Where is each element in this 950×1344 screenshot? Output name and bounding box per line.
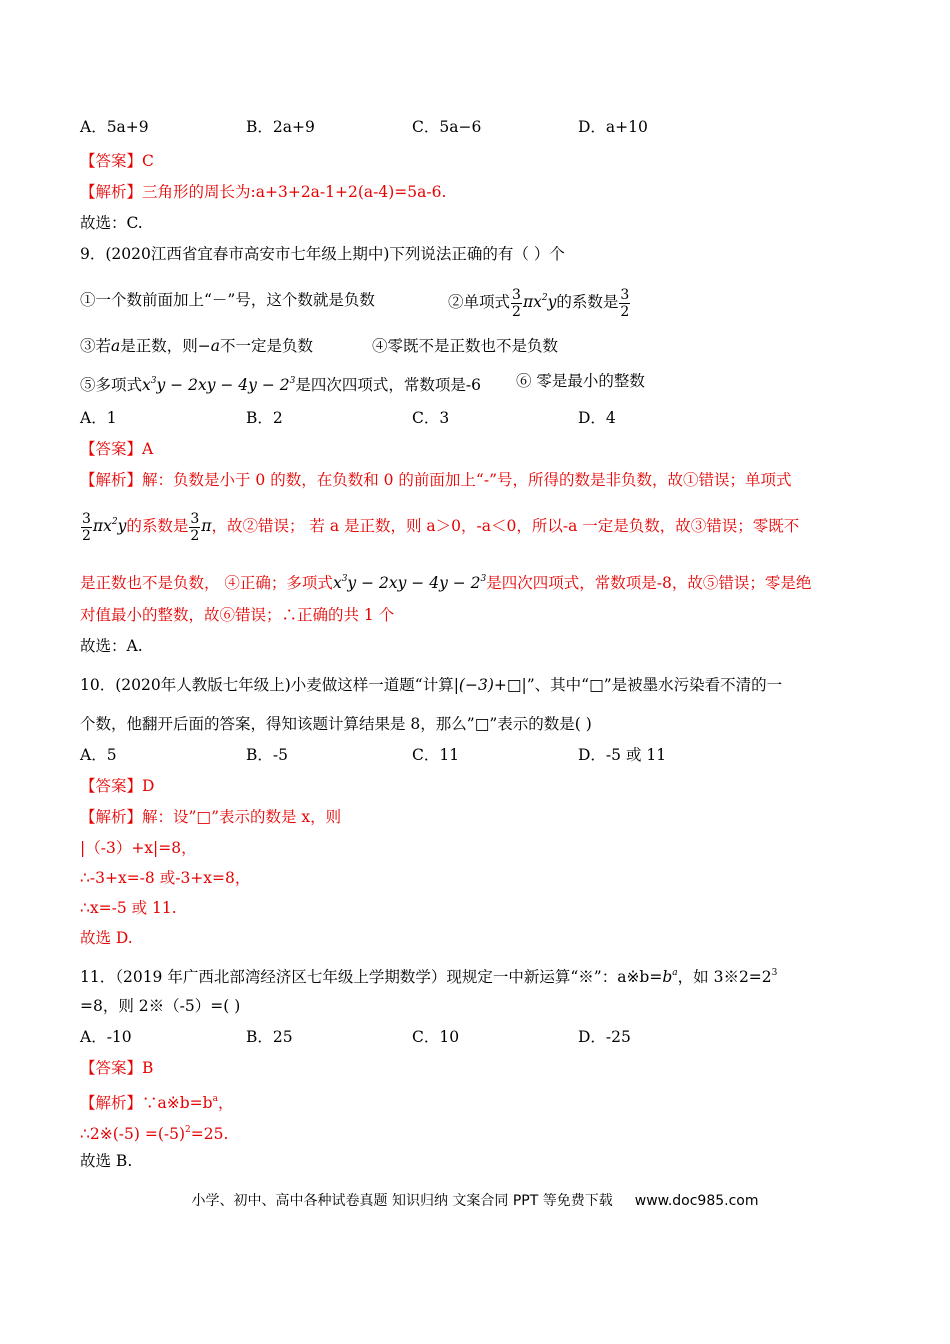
q9-option-b: B．2 xyxy=(246,409,283,427)
q8-option-d: D．a+10 xyxy=(578,118,648,136)
q10-analysis-line-4: ∴x=-5 或 11. xyxy=(80,899,177,917)
q9-statement-6: ⑥ 零是最小的整数 xyxy=(516,372,645,390)
q8-conclusion: 故选：C. xyxy=(80,214,143,232)
q11-analysis-line-2: ∴2※(-5) $=(-5)^2=25$. xyxy=(80,1125,229,1143)
q10-option-a: A．5 xyxy=(80,746,117,764)
footer-text: 小学、初中、高中各种试卷真题 知识归纳 文案合同 PPT 等免费下载 xyxy=(191,1193,613,1209)
q11-option-b: B．25 xyxy=(246,1028,293,1046)
q11-analysis-line-1: 【解析】$\because a※b=b^a$， xyxy=(80,1094,234,1112)
q9-analysis-line-2: $\frac{3}{2}$ $\pi x^2y$的系数是 $\frac{3}{2}$ π，故②错误； 若 a 是正数，则 a＞0，-a＜0，所以-a 一定是负数，故③错误；零既不 xyxy=(82,510,800,544)
q9-statement-3: ③若a是正数，则−a不一定是负数 xyxy=(80,337,314,355)
q10-conclusion: 故选 D. xyxy=(80,929,133,947)
q11-stem-line-2: =8，则 2※（-5）=( ) xyxy=(80,997,241,1015)
q9-stem: 9．(2020江西省宜春市高安市七年级上期中)下列说法正确的有（ ）个 xyxy=(80,245,565,263)
q10-analysis-line-2: |（-3）+x|=8， xyxy=(80,839,197,857)
q9-conclusion: 故选：A. xyxy=(80,637,143,655)
q10-stem-line-1: 10．(2020年人教版七年级上)小麦做这样一道题“计算|(−3)+□|”、其中“□”是被墨水污染看不清的一 xyxy=(80,676,783,694)
q10-option-c: C．11 xyxy=(412,746,460,764)
q9-statement-5: ⑤多项式$x^3y - 2xy - 4y - 2^3$是四次四项式，常数项是-6 xyxy=(80,376,481,394)
q8-option-b: B．2a+9 xyxy=(246,118,315,136)
q11-conclusion: 故选 B. xyxy=(80,1152,133,1170)
q9-option-c: C．3 xyxy=(412,409,450,427)
q11-option-d: D．-25 xyxy=(578,1028,631,1046)
q9-analysis-line-1: 【解析】解：负数是小于 0 的数，在负数和 0 的前面加上“-”号，所得的数是非负数，故①错误；单项式 xyxy=(80,471,792,489)
q8-option-c: C．5a−6 xyxy=(412,118,482,136)
q10-option-b: B．-5 xyxy=(246,746,288,764)
q9-statement-4: ④零既不是正数也不是负数 xyxy=(372,337,559,355)
q9-option-a: A．1 xyxy=(80,409,117,427)
q10-answer: 【答案】D xyxy=(80,777,155,795)
q11-option-c: C．10 xyxy=(412,1028,460,1046)
q10-analysis-line-3: ∴-3+x=-8 或-3+x=8， xyxy=(80,869,251,887)
q11-answer: 【答案】B xyxy=(80,1059,154,1077)
q8-answer: 【答案】C xyxy=(80,152,154,170)
q9-option-d: D．4 xyxy=(578,409,616,427)
q9-answer: 【答案】A xyxy=(80,440,154,458)
q10-analysis-line-1: 【解析】解：设”□”表示的数是 x，则 xyxy=(80,808,342,826)
q11-stem-line-1: 11．（2019 年广西北部湾经济区七年级上学期数学）现规定一中新运算“※”：$a※b=b^a$，如 $3※2=2^3$ xyxy=(80,968,778,986)
q9-analysis-line-4: 对值最小的整数，故⑥错误；∴正确的共 1 个 xyxy=(80,606,395,624)
q9-statement-2: ②单项式 $\frac{3}{2}$ $\pi x^2y$的系数是 $\frac{3}{2}$ xyxy=(448,286,630,320)
q11-option-a: A．-10 xyxy=(80,1028,132,1046)
q8-analysis: 【解析】三角形的周长为:a+3+2a-1+2(a-4)=5a-6. xyxy=(80,183,447,201)
q8-option-a: A．5a+9 xyxy=(80,118,149,136)
q9-statement-1: ①一个数前面加上“－”号，这个数就是负数 xyxy=(80,291,375,309)
q9-analysis-line-3: 是正数也不是负数， ④正确；多项式$x^3y - 2xy - 4y - 2^3$是四次四项式，常数项是-8，故⑤错误；零是绝 xyxy=(80,574,812,592)
q10-option-d: D．-5 或 11 xyxy=(578,746,667,764)
page-footer xyxy=(0,1190,950,1210)
q10-stem-line-2: 个数，他翻开后面的答案，得知该题计算结果是 8，那么”□”表示的数是( ) xyxy=(80,715,592,733)
footer-url[interactable]: www.doc985.com xyxy=(634,1193,759,1209)
